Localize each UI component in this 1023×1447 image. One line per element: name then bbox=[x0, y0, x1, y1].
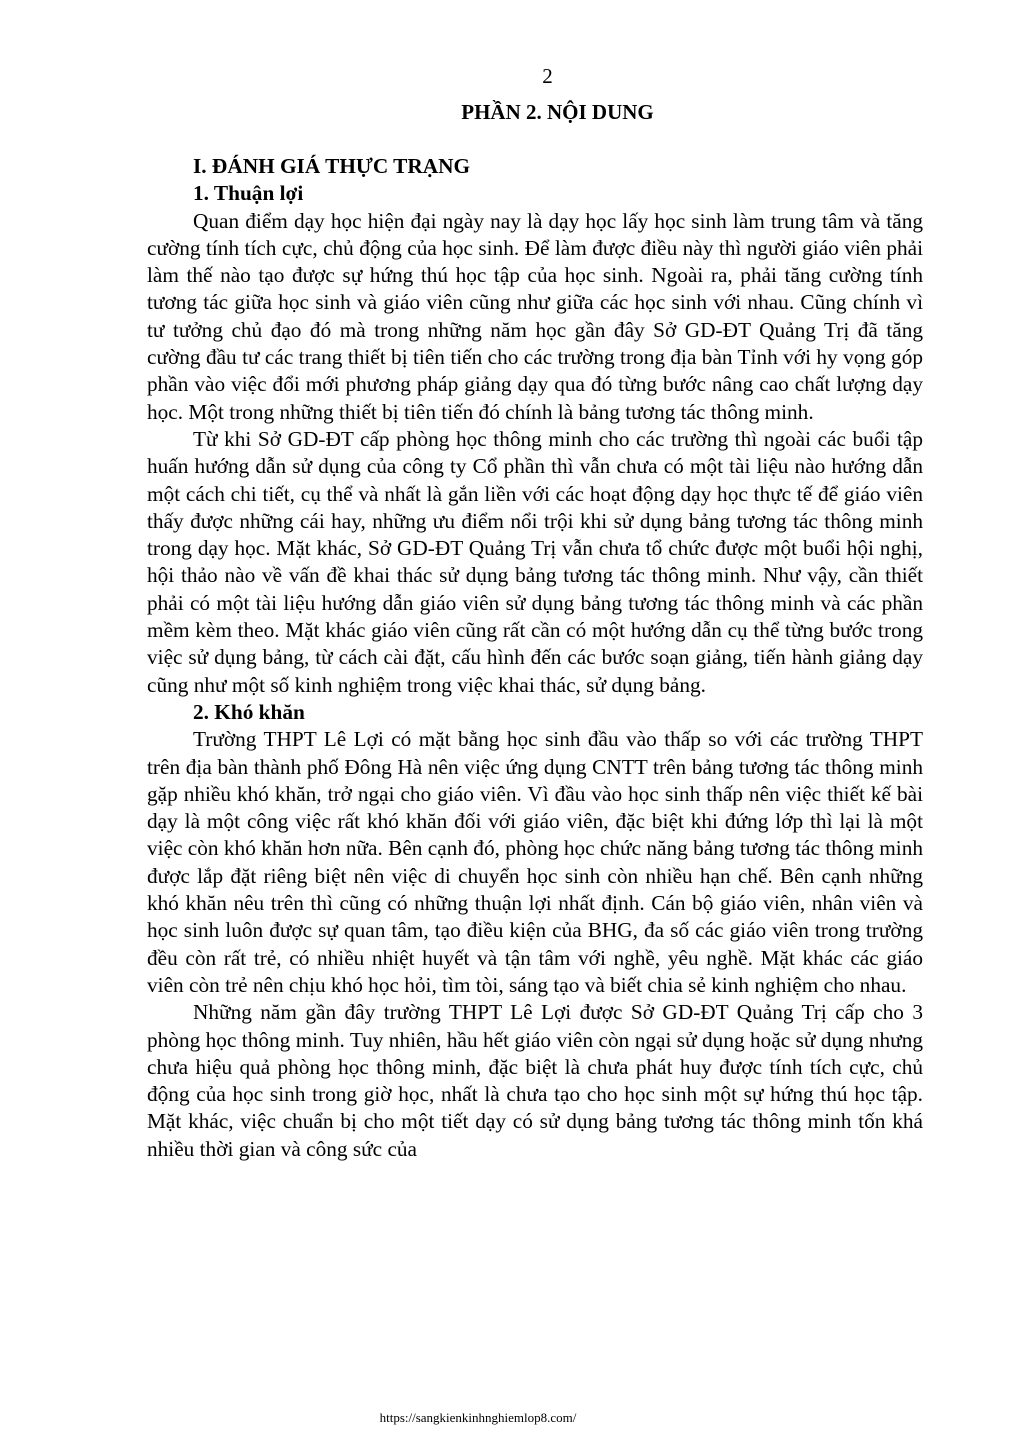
paragraph: Từ khi Sở GD-ĐT cấp phòng học thông minh cho các trường thì ngoài các buổi tập huấn hướng dẫn sử dụng của công ty Cổ phần thì vẫn chưa có một tài liệu nào hướng dẫn một cách chi tiết, cụ thể và nhất là gắn liền với các hoạt động dạy học thực tế để giáo viên thấy được những cái hay, những ưu điểm nổi trội khi sử dụng bảng tương tác thông minh trong dạy học. Mặt khác, Sở GD-ĐT Quảng Trị vẫn chưa tổ chức được một buổi hội nghị, hội thảo nào về vấn đề khai thác sử dụng bảng tương tác thông minh. Như vậy, cần thiết phải có một tài liệu hướng dẫn giáo viên sử dụng bảng tương tác thông minh và các phần mềm kèm theo. Mặt khác giáo viên cũng rất cần có một hướng dẫn cụ thể từng bước trong việc sử dụng bảng, từ cách cài đặt, cấu hình đến các bước soạn giảng, tiến hành giảng dạy cũng như một số kinh nghiệm trong việc khai thác, sử dụng bảng. bbox=[147, 426, 923, 697]
paragraph: Những năm gần đây trường THPT Lê Lợi được Sở GD-ĐT Quảng Trị cấp cho 3 phòng học thông minh. Tuy nhiên, hầu hết giáo viên còn ngại sử dụng hoặc sử dụng nhưng chưa hiệu quả phòng học thông minh, đặc biệt là chưa phát huy được tính tích cực, chủ động của học sinh trong giờ học, nhất là chưa tạo cho học sinh một sự hứng thú học tập. Mặt khác, việc chuẩn bị cho một tiết dạy có sử dụng bảng tương tác thông minh tốn khá nhiều thời gian và công sức của bbox=[147, 1000, 923, 1161]
subsection-heading-advantages: 1. Thuận lợi bbox=[193, 181, 304, 206]
section-heading: I. ĐÁNH GIÁ THỰC TRẠNG bbox=[193, 154, 471, 178]
paragraph: Trường THPT Lê Lợi có mặt bằng học sinh đầu vào thấp so với các trường THPT trên địa bàn thành phố Đông Hà nên việc ứng dụng CNTT trên bảng tương tác thông minh gặp nhiều khó khăn, trở ngại cho giáo viên. Vì đầu vào học sinh thấp nên việc thiết kế bài dạy là một công việc rất khó khăn đối với giáo viên, đặc biệt khi đứng lớp thì lại là một việc còn khó khăn hơn nữa. Bên cạnh đó, phòng học chức năng bảng tương tác thông minh được lắp đặt riêng biệt nên việc di chuyển học sinh còn nhiều hạn chế. Bên cạnh những khó khăn nêu trên thì cũng có những thuận lợi nhất định. Cán bộ giáo viên, nhân viên và học sinh luôn được sự quan tâm, tạo điều kiện của BHG, đa số các giáo viên trong trường đều còn rất trẻ, có nhiều nhiệt huyết và tận tâm với nghề, yêu nghề. Mặt khác các giáo viên còn trẻ nên chịu khó học hỏi, tìm tòi, sáng tạo và biết chia sẻ kinh nghiệm cho nhau. bbox=[147, 727, 923, 997]
subsection-heading-difficulties: 2. Khó khăn bbox=[193, 699, 305, 724]
paragraph: Quan điểm dạy học hiện đại ngày nay là dạy học lấy học sinh làm trung tâm và tăng cường tính tích cực, chủ động của học sinh. Để làm được điều này thì người giáo viên phải làm thế nào tạo được sự hứng thú học tập của học sinh. Ngoài ra, phải tăng cường tính tương tác giữa học sinh và giáo viên cũng như giữa các học sinh với nhau. Cũng chính vì tư tưởng chủ đạo đó mà trong những năm học gần đây Sở GD-ĐT Quảng Trị đã tăng cường đầu tư các trang thiết bị tiên tiến cho các trường trong địa bàn Tỉnh với hy vọng góp phần vào việc đổi mới phương pháp giảng dạy qua đó từng bước nâng cao chất lượng dạy học. Một trong những thiết bị tiên tiến đó chính là bảng tương tác thông minh. bbox=[147, 208, 923, 424]
document-body bbox=[147, 153, 923, 1163]
footer-url[interactable]: https://sangkienkinhnghiemlop8.com/ bbox=[379, 1410, 577, 1425]
part-title: PHẦN 2. NỘI DUNG bbox=[461, 100, 654, 124]
page-number: 2 bbox=[542, 64, 553, 88]
